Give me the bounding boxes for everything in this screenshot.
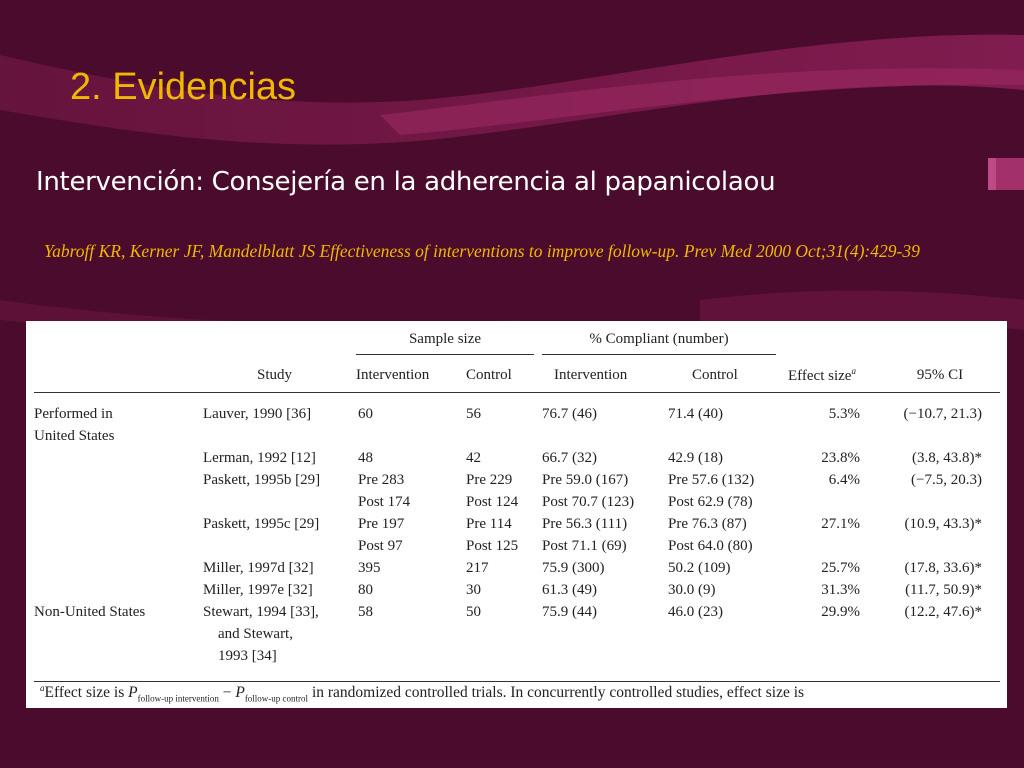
sample-control-cell: 42 [466,450,481,466]
table-row [34,513,1000,557]
region-cell [34,557,197,579]
effect-size-cell: 5.3% [828,406,860,422]
col-header-sample-control: Control [458,358,538,393]
col-header-effect-size: Effect size$^a$ [780,358,880,393]
compliant-control-cell: Pre 76.3 (87) Post 64.0 (80) [668,516,753,554]
ci-cell: (11.7, 50.9)* [905,582,982,598]
ci-cell: (17.8, 33.6)* [904,560,982,576]
region-cell [34,513,197,557]
compliant-control-cell: Pre 57.6 (132) Post 62.9 (78) [668,472,755,510]
col-header-compliant-intervention: Intervention [538,358,662,393]
region-cell: Performed in United States [34,406,115,444]
col-header-compliant-control: Control [662,358,780,393]
sample-intervention-cell: 60 [358,406,373,422]
region-cell [34,579,197,601]
ci-cell: (10.9, 43.3)* [904,516,982,532]
compliant-intervention-cell: Pre 59.0 (167) Post 70.7 (123) [542,472,635,510]
compliant-intervention-cell: 61.3 (49) [542,582,597,598]
group-header-row [34,326,1000,358]
col-header-sample-intervention: Intervention [352,358,458,393]
results-table-panel [26,321,1007,708]
sample-size-group-header: Sample size [352,326,538,358]
sample-intervention-cell: 395 [358,560,381,576]
region-cell [34,469,197,513]
sample-intervention-cell: 80 [358,582,373,598]
effect-size-cell: 23.8% [821,450,860,466]
effect-size-cell: 25.7% [821,560,860,576]
compliant-control-cell: 71.4 (40) [668,406,723,422]
study-cell: Stewart, 1994 [33], and Stewart, 1993 [34] [203,604,319,664]
column-header-row [34,358,1000,393]
col-header-study: Study [197,358,352,393]
sample-intervention-cell: Pre 197 Post 97 [358,516,405,554]
compliant-intervention-cell: 75.9 (300) [542,560,605,576]
table-row [34,557,1000,579]
study-cell: Lauver, 1990 [36] [203,406,312,422]
table-footnote: $^a$Effect size is $P_{follow-up intervention} - P_{follow-up control}$ in randomized controlled trials. In concurrently controlled studies, effect size is [40,683,805,704]
table-body [34,393,1000,682]
table-row [34,393,1000,448]
table-row [34,469,1000,513]
study-cell: Paskett, 1995b [29] [203,472,321,488]
ci-cell: (12.2, 47.6)* [904,604,982,620]
sample-intervention-cell: 48 [358,450,373,466]
compliant-intervention-cell: 76.7 (46) [542,406,597,422]
study-cell: Lerman, 1992 [12] [203,450,316,466]
sample-control-cell: 50 [466,604,481,620]
percent-compliant-group-header: % Compliant (number) [538,326,780,358]
effect-size-cell: 29.9% [821,604,860,620]
effect-size-cell: 6.4% [828,472,860,488]
compliant-intervention-cell: 66.7 (32) [542,450,597,466]
sample-intervention-cell: Pre 283 Post 174 [358,472,411,510]
region-cell [34,447,197,469]
table-bottom-rule [34,667,1000,682]
compliant-control-cell: 30.0 (9) [668,582,716,598]
sample-control-cell: 30 [466,582,481,598]
sample-control-cell: Pre 114 Post 125 [466,516,519,554]
citation: Yabroff KR, Kerner JF, Mandelblatt JS Effectiveness of interventions to improve follow-up. Prev Med 2000 Oct;31(4):429-39 [44,241,920,261]
slide-title: 2. Evidencias [70,66,297,108]
sample-intervention-cell: 58 [358,604,373,620]
ci-cell: (3.8, 43.8)* [912,450,982,466]
compliant-control-cell: 42.9 (18) [668,450,723,466]
compliant-intervention-cell: Pre 56.3 (111) Post 71.1 (69) [542,516,628,554]
effect-size-cell: 31.3% [821,582,860,598]
effect-size-cell: 27.1% [821,516,860,532]
sample-control-cell: 56 [466,406,481,422]
sample-control-cell: 217 [466,560,489,576]
compliant-intervention-cell: 75.9 (44) [542,604,597,620]
ci-cell: (−7.5, 20.3) [911,472,982,488]
results-table [34,326,1000,682]
table-row [34,601,1000,667]
compliant-control-cell: 50.2 (109) [668,560,731,576]
table-row [34,447,1000,469]
study-cell: Miller, 1997d [32] [203,560,314,576]
table-row [34,579,1000,601]
sample-control-cell: Pre 229 Post 124 [466,472,519,510]
slide-subtitle: Intervención: Consejería en la adherencia al papanicolaou [36,167,776,197]
study-cell: Paskett, 1995c [29] [203,516,320,532]
col-header-ci: 95% CI [880,358,1000,393]
study-cell: Miller, 1997e [32] [203,582,313,598]
compliant-control-cell: 46.0 (23) [668,604,723,620]
region-cell: Non-United States [34,604,146,620]
ci-cell: (−10.7, 21.3) [903,406,982,422]
